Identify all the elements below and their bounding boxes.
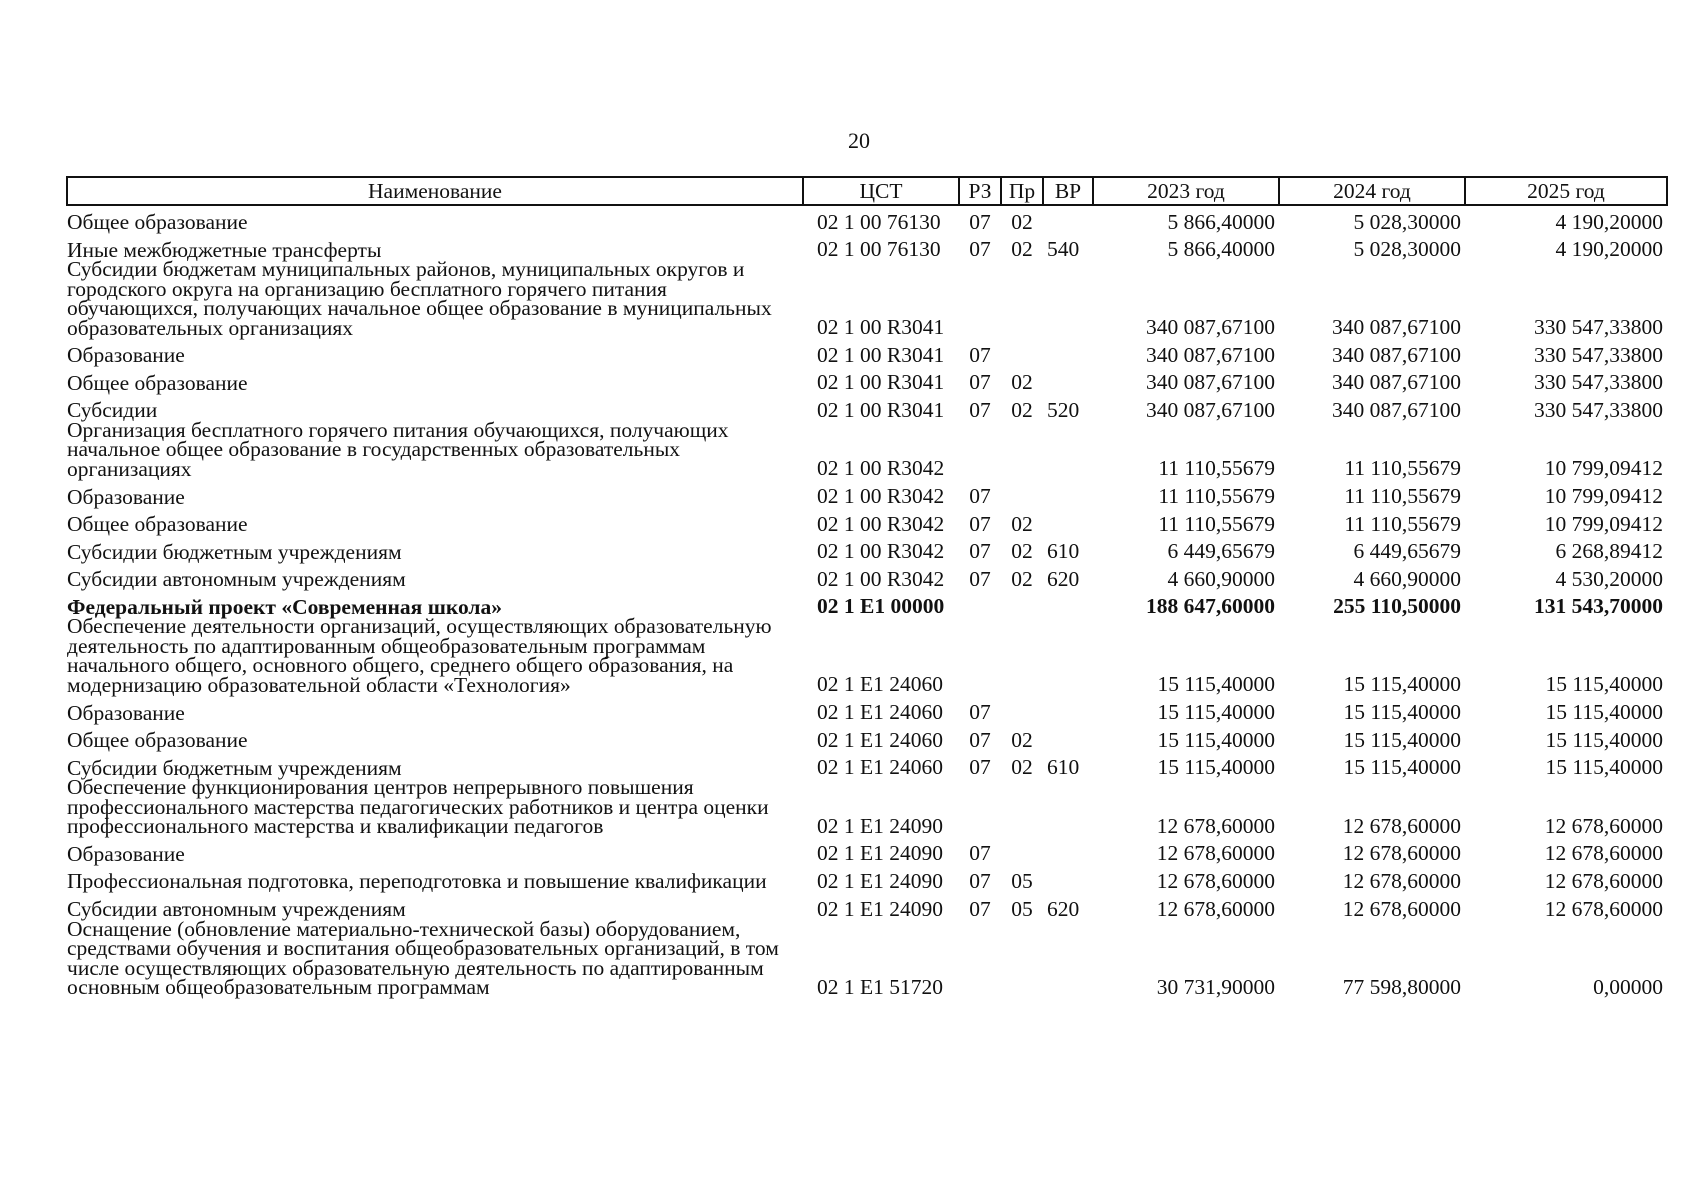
cell-2023: 11 110,55679 (1158, 484, 1275, 509)
cell-cst: 02 1 E1 24060 (817, 700, 944, 725)
cell-pr (1001, 338, 1043, 366)
cell-2025: 330 547,33800 (1534, 397, 1663, 422)
cell-cst: 02 1 E1 00000 (817, 594, 945, 619)
cell-rz: 07 (969, 566, 991, 591)
cell-cst: 02 1 E1 24060 (817, 755, 944, 780)
cell-rz: 07 (969, 841, 991, 866)
cell-2024: 12 678,60000 (1342, 868, 1461, 893)
cell-vr: 620 (1047, 896, 1080, 921)
cell-name: Иные межбюджетные трансферты (67, 237, 382, 262)
cell-2025: 0,00000 (1593, 974, 1663, 999)
header-name: Наименование (67, 177, 803, 205)
table-row (67, 535, 1667, 563)
table-row (67, 751, 1667, 779)
cell-rz: 07 (969, 539, 991, 564)
cell-pr: 02 (1011, 397, 1033, 422)
cell-pr (1001, 260, 1043, 338)
cell-2024: 15 115,40000 (1343, 700, 1461, 725)
cell-2025: 15 115,40000 (1545, 755, 1663, 780)
cell-2025: 15 115,40000 (1545, 672, 1663, 697)
cell-2024: 12 678,60000 (1342, 896, 1461, 921)
cell-pr: 02 (1011, 566, 1033, 591)
cell-vr: 520 (1047, 397, 1080, 422)
cell-rz: 07 (969, 342, 991, 367)
cell-2025: 12 678,60000 (1544, 868, 1663, 893)
header-cst: ЦСТ (803, 177, 959, 205)
cell-cst: 02 1 00 R3041 (817, 370, 945, 395)
cell-vr (1043, 590, 1093, 618)
table-body (67, 205, 1667, 998)
cell-rz: 07 (969, 755, 991, 780)
cell-vr (1043, 205, 1093, 233)
cell-2025: 10 799,09412 (1544, 456, 1663, 481)
cell-2024: 15 115,40000 (1343, 727, 1461, 752)
cell-rz: 07 (969, 209, 991, 234)
cell-rz: 07 (969, 370, 991, 395)
cell-name: Образование (67, 484, 185, 509)
cell-vr (1043, 837, 1093, 865)
cell-2024: 6 449,65679 (1353, 539, 1461, 564)
cell-cst: 02 1 E1 24060 (817, 672, 944, 697)
cell-2023: 11 110,55679 (1158, 456, 1275, 481)
cell-2025: 10 799,09412 (1544, 511, 1663, 536)
cell-vr (1043, 479, 1093, 507)
cell-cst: 02 1 00 R3041 (817, 397, 945, 422)
table-row (67, 421, 1667, 480)
cell-2024: 15 115,40000 (1343, 672, 1461, 697)
cell-2023: 15 115,40000 (1157, 727, 1275, 752)
cell-vr (1043, 864, 1093, 892)
cell-2023: 12 678,60000 (1156, 841, 1275, 866)
cell-2025: 12 678,60000 (1544, 841, 1663, 866)
cell-vr (1043, 723, 1093, 751)
cell-2024: 4 660,90000 (1353, 566, 1461, 591)
cell-pr: 02 (1011, 727, 1033, 752)
cell-2023: 6 449,65679 (1167, 539, 1275, 564)
cell-cst: 02 1 E1 51720 (817, 974, 944, 999)
cell-name: Образование (67, 343, 185, 368)
cell-name: Обеспечение функционирования центров непрерывного повышения профессионального мастерства педагогических работников и центра оценки профессионального мастерства и квалификации педагогов (67, 775, 769, 839)
cell-cst: 02 1 00 R3042 (817, 484, 945, 509)
cell-name: Общее образование (67, 512, 248, 537)
cell-2025: 15 115,40000 (1545, 700, 1663, 725)
table-row (67, 864, 1667, 892)
table-row (67, 892, 1667, 920)
cell-pr: 02 (1011, 370, 1033, 395)
cell-2023: 4 660,90000 (1167, 566, 1275, 591)
cell-2024: 11 110,55679 (1344, 511, 1461, 536)
cell-2023: 15 115,40000 (1157, 672, 1275, 697)
cell-cst: 02 1 E1 24090 (817, 868, 944, 893)
table-row (67, 562, 1667, 590)
table-row (67, 393, 1667, 421)
header-pr: Пр (1001, 177, 1043, 205)
cell-name: Субсидии автономным учреждениям (67, 897, 406, 921)
cell-name: Федеральный проект «Современная школа» (67, 594, 502, 619)
cell-rz (959, 920, 1001, 998)
cell-2024: 255 110,50000 (1333, 594, 1461, 619)
cell-2023: 5 866,40000 (1167, 209, 1275, 234)
cell-name: Общее образование (67, 370, 248, 395)
cell-2023: 5 866,40000 (1167, 237, 1275, 262)
cell-pr (1001, 695, 1043, 723)
cell-pr: 02 (1011, 539, 1033, 564)
cell-name: Образование (67, 700, 185, 725)
cell-name: Субсидии бюджетным учреждениям (67, 539, 402, 564)
cell-rz: 07 (969, 397, 991, 422)
cell-2025: 4 190,20000 (1555, 237, 1663, 262)
cell-vr (1043, 507, 1093, 535)
cell-vr: 540 (1047, 237, 1080, 262)
header-2024: 2024 год (1279, 177, 1465, 205)
cell-vr (1043, 366, 1093, 394)
header-vr: ВР (1043, 177, 1093, 205)
cell-cst: 02 1 00 R3042 (817, 511, 945, 536)
cell-rz (959, 617, 1001, 695)
cell-vr: 610 (1047, 755, 1080, 780)
table-row (67, 507, 1667, 535)
cell-2023: 340 087,67100 (1146, 370, 1275, 395)
cell-2023: 188 647,60000 (1146, 594, 1275, 619)
cell-vr (1043, 778, 1093, 837)
header-2023: 2023 год (1093, 177, 1279, 205)
cell-2025: 6 268,89412 (1555, 539, 1663, 564)
cell-cst: 02 1 00 76130 (817, 237, 941, 262)
header-rz: РЗ (959, 177, 1001, 205)
cell-2024: 77 598,80000 (1342, 974, 1461, 999)
cell-pr: 05 (1011, 868, 1033, 893)
cell-2024: 340 087,67100 (1332, 370, 1461, 395)
cell-2025: 15 115,40000 (1545, 727, 1663, 752)
cell-2025: 10 799,09412 (1544, 484, 1663, 509)
cell-2025: 4 530,20000 (1555, 566, 1663, 591)
cell-2024: 5 028,30000 (1353, 237, 1461, 262)
cell-2023: 15 115,40000 (1157, 755, 1275, 780)
cell-cst: 02 1 E1 24090 (817, 841, 944, 866)
cell-rz (959, 260, 1001, 338)
cell-rz: 07 (969, 868, 991, 893)
cell-2023: 30 731,90000 (1156, 974, 1275, 999)
cell-pr: 05 (1011, 896, 1033, 921)
cell-rz: 07 (969, 896, 991, 921)
cell-2024: 5 028,30000 (1353, 209, 1461, 234)
cell-rz (959, 421, 1001, 480)
cell-pr (1001, 617, 1043, 695)
cell-cst: 02 1 00 R3041 (817, 315, 945, 340)
cell-pr (1001, 778, 1043, 837)
cell-pr: 02 (1011, 237, 1033, 262)
table-row (67, 617, 1667, 695)
cell-pr (1001, 920, 1043, 998)
cell-2025: 330 547,33800 (1534, 342, 1663, 367)
cell-2023: 340 087,67100 (1146, 342, 1275, 367)
cell-cst: 02 1 00 76130 (817, 209, 941, 234)
cell-name: Профессиональная подготовка, переподготовка и повышение квалификации (67, 869, 767, 894)
cell-name: Оснащение (обновление материально-технической базы) оборудованием, средствами обучения и воспитания общеобразовательных организаций, в том числе осуществляющих образовательную деятельность по адаптированным основным общеобразовательным программам (67, 916, 779, 999)
cell-2024: 12 678,60000 (1342, 841, 1461, 866)
cell-2024: 11 110,55679 (1344, 484, 1461, 509)
cell-name: Субсидии (67, 398, 158, 423)
cell-rz: 07 (969, 484, 991, 509)
cell-name: Образование (67, 841, 185, 866)
table-row (67, 260, 1667, 338)
cell-vr (1043, 920, 1093, 998)
cell-pr: 02 (1011, 209, 1033, 234)
cell-pr (1001, 837, 1043, 865)
cell-name: Общее образование (67, 210, 248, 235)
cell-rz (959, 778, 1001, 837)
table-row (67, 338, 1667, 366)
cell-2023: 340 087,67100 (1146, 315, 1275, 340)
cell-name: Обеспечение деятельности организаций, осуществляющих образовательную деятельность по адаптированным общеобразовательным программам начального общего, основного общего, среднего общего образования, на модернизацию образовательной области «Технология» (67, 614, 772, 697)
cell-2023: 12 678,60000 (1156, 813, 1275, 838)
cell-cst: 02 1 E1 24060 (817, 727, 944, 752)
cell-2023: 12 678,60000 (1156, 868, 1275, 893)
cell-2025: 4 190,20000 (1555, 209, 1663, 234)
cell-vr (1043, 260, 1093, 338)
cell-cst: 02 1 00 R3042 (817, 566, 945, 591)
cell-vr: 610 (1047, 539, 1080, 564)
cell-rz: 07 (969, 700, 991, 725)
table-row (67, 723, 1667, 751)
table-row (67, 479, 1667, 507)
cell-rz: 07 (969, 237, 991, 262)
cell-cst: 02 1 00 R3042 (817, 456, 945, 481)
cell-2025: 330 547,33800 (1534, 315, 1663, 340)
cell-vr: 620 (1047, 566, 1080, 591)
table-row (67, 920, 1667, 998)
cell-2024: 12 678,60000 (1342, 813, 1461, 838)
cell-cst: 02 1 00 R3041 (817, 342, 945, 367)
cell-2025: 12 678,60000 (1544, 813, 1663, 838)
table-row (67, 366, 1667, 394)
cell-pr (1001, 479, 1043, 507)
table-row (67, 837, 1667, 865)
cell-name: Субсидии бюджетам муниципальных районов, муниципальных округов и городского округа на организацию бесплатного горячего питания обучающихся, получающих начальное общее образование в муниципальных образовательных организациях (67, 257, 772, 340)
cell-vr (1043, 617, 1093, 695)
cell-2025: 131 543,70000 (1534, 594, 1663, 619)
cell-cst: 02 1 00 R3042 (817, 539, 945, 564)
cell-name: Организация бесплатного горячего питания обучающихся, получающих начальное общее образование в государственных образовательных организациях (67, 417, 729, 481)
cell-cst: 02 1 E1 24090 (817, 896, 944, 921)
cell-rz (959, 590, 1001, 618)
table-row (67, 590, 1667, 618)
header-2025: 2025 год (1465, 177, 1667, 205)
cell-2023: 12 678,60000 (1156, 896, 1275, 921)
cell-pr: 02 (1011, 755, 1033, 780)
page-number: 20 (848, 128, 870, 153)
budget-table (66, 176, 1668, 998)
cell-2024: 340 087,67100 (1332, 397, 1461, 422)
cell-2025: 12 678,60000 (1544, 896, 1663, 921)
table-row (67, 233, 1667, 261)
cell-2023: 15 115,40000 (1157, 700, 1275, 725)
cell-2024: 11 110,55679 (1344, 456, 1461, 481)
table-row (67, 695, 1667, 723)
cell-cst: 02 1 E1 24090 (817, 813, 944, 838)
cell-name: Субсидии бюджетным учреждениям (67, 755, 402, 780)
cell-2024: 15 115,40000 (1343, 755, 1461, 780)
cell-vr (1043, 421, 1093, 480)
cell-rz: 07 (969, 727, 991, 752)
table-header (67, 177, 1667, 205)
cell-2024: 340 087,67100 (1332, 342, 1461, 367)
cell-pr (1001, 421, 1043, 480)
cell-pr: 02 (1011, 511, 1033, 536)
cell-name: Общее образование (67, 728, 248, 753)
cell-rz: 07 (969, 511, 991, 536)
cell-2024: 340 087,67100 (1332, 315, 1461, 340)
cell-name: Субсидии автономным учреждениям (67, 567, 406, 592)
cell-2023: 11 110,55679 (1158, 511, 1275, 536)
cell-2025: 330 547,33800 (1534, 370, 1663, 395)
cell-vr (1043, 695, 1093, 723)
cell-2023: 340 087,67100 (1146, 397, 1275, 422)
cell-pr (1001, 590, 1043, 618)
cell-vr (1043, 338, 1093, 366)
table-row (67, 778, 1667, 837)
table-row (67, 205, 1667, 233)
